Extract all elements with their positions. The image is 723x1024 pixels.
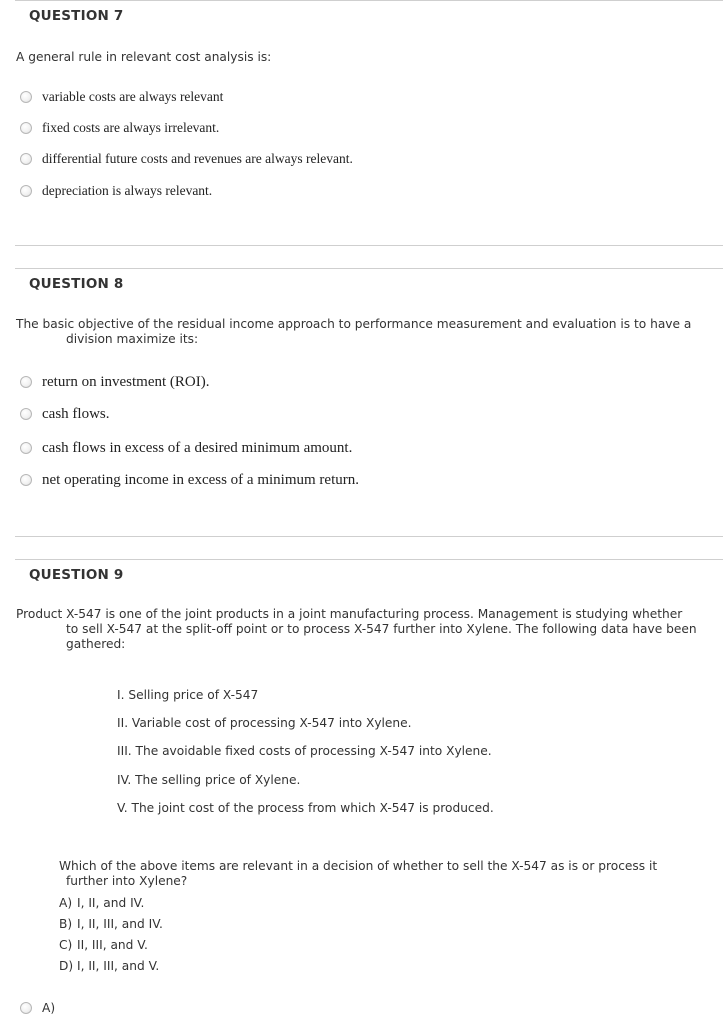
q7-option-4-label: depreciation is always relevant. — [42, 183, 213, 198]
question-9-text-line-1: Product X-547 is one of the joint products in a joint manufacturing process. Management is studying whether — [16, 607, 683, 621]
question-8-header — [15, 268, 723, 299]
radio-button[interactable] — [20, 153, 32, 165]
question-9-text — [16, 607, 697, 652]
q8-option-3[interactable] — [20, 438, 352, 458]
q9-item-2: II. Variable cost of processing X-547 into Xylene. — [117, 716, 412, 730]
q7-option-3-label: differential future costs and revenues are always relevant. — [42, 151, 353, 166]
radio-button[interactable] — [20, 408, 32, 420]
question-8-text — [16, 317, 691, 347]
question-7-header — [15, 0, 723, 31]
q9-option-1-label: A) — [42, 1001, 56, 1015]
q8-option-3-label: cash flows in excess of a desired minimum amount. — [42, 439, 353, 456]
question-9-text-line-2: to sell X-547 at the split-off point or to process X-547 further into Xylene. The following data have been — [66, 622, 697, 636]
q9-choice-c-text: II, III, and V. — [77, 938, 148, 952]
q7-option-2[interactable] — [20, 118, 219, 138]
q9-choice-a-label: A) — [59, 896, 73, 910]
divider — [15, 245, 723, 246]
q9-choice-a — [59, 896, 144, 911]
q9-prompt — [59, 859, 657, 889]
q9-choice-b — [59, 917, 163, 932]
question-9-header — [15, 559, 723, 590]
q9-item-5: V. The joint cost of the process from which X-547 is produced. — [117, 801, 494, 815]
q9-prompt-line-1: Which of the above items are relevant in a decision of whether to sell the X-547 as is or process it — [59, 859, 658, 873]
q7-option-1-label: variable costs are always relevant — [42, 89, 224, 104]
question-9-title: QUESTION 9 — [29, 567, 124, 583]
question-7-text: A general rule in relevant cost analysis is: — [16, 50, 272, 64]
question-8-text-line-2: division maximize its: — [66, 332, 199, 346]
q9-choice-d-text: I, II, III, and V. — [77, 959, 160, 973]
q8-option-1[interactable] — [20, 372, 209, 392]
radio-button[interactable] — [20, 122, 32, 134]
radio-button[interactable] — [20, 91, 32, 103]
radio-button[interactable] — [20, 442, 32, 454]
question-7-title: QUESTION 7 — [29, 8, 124, 24]
radio-button[interactable] — [20, 376, 32, 388]
radio-button[interactable] — [20, 474, 32, 486]
q8-option-1-label: return on investment (ROI). — [42, 373, 210, 390]
radio-button[interactable] — [20, 185, 32, 197]
q9-item-4: IV. The selling price of Xylene. — [117, 773, 301, 787]
q9-choice-d-label: D) — [59, 959, 74, 973]
question-8-text-line-1: The basic objective of the residual income approach to performance measurement and evaluation is to have a — [16, 317, 692, 331]
q8-option-4-label: net operating income in excess of a minimum return. — [42, 471, 359, 488]
divider — [15, 536, 723, 537]
q8-option-4[interactable] — [20, 470, 359, 490]
q9-choice-c-label: C) — [59, 938, 73, 952]
question-9-text-line-3: gathered: — [66, 637, 126, 651]
q9-choice-c — [59, 938, 148, 953]
q7-option-2-label: fixed costs are always irrelevant. — [42, 120, 220, 135]
q8-option-2[interactable] — [20, 404, 110, 424]
radio-button[interactable] — [20, 1002, 32, 1014]
q7-option-4[interactable] — [20, 181, 212, 201]
q7-option-3[interactable] — [20, 149, 353, 169]
q8-option-2-label: cash flows. — [42, 405, 110, 422]
q9-item-1: I. Selling price of X-547 — [117, 688, 259, 702]
q9-item-3: III. The avoidable fixed costs of processing X-547 into Xylene. — [117, 744, 492, 758]
q9-option-1[interactable] — [20, 998, 55, 1018]
question-8-title: QUESTION 8 — [29, 276, 124, 292]
q9-choice-a-text: I, II, and IV. — [77, 896, 145, 910]
q7-option-1[interactable] — [20, 87, 223, 107]
q9-choice-d — [59, 959, 159, 974]
q9-choice-b-label: B) — [59, 917, 73, 931]
q9-prompt-line-2: further into Xylene? — [66, 874, 188, 888]
q9-choice-b-text: I, II, III, and IV. — [77, 917, 163, 931]
